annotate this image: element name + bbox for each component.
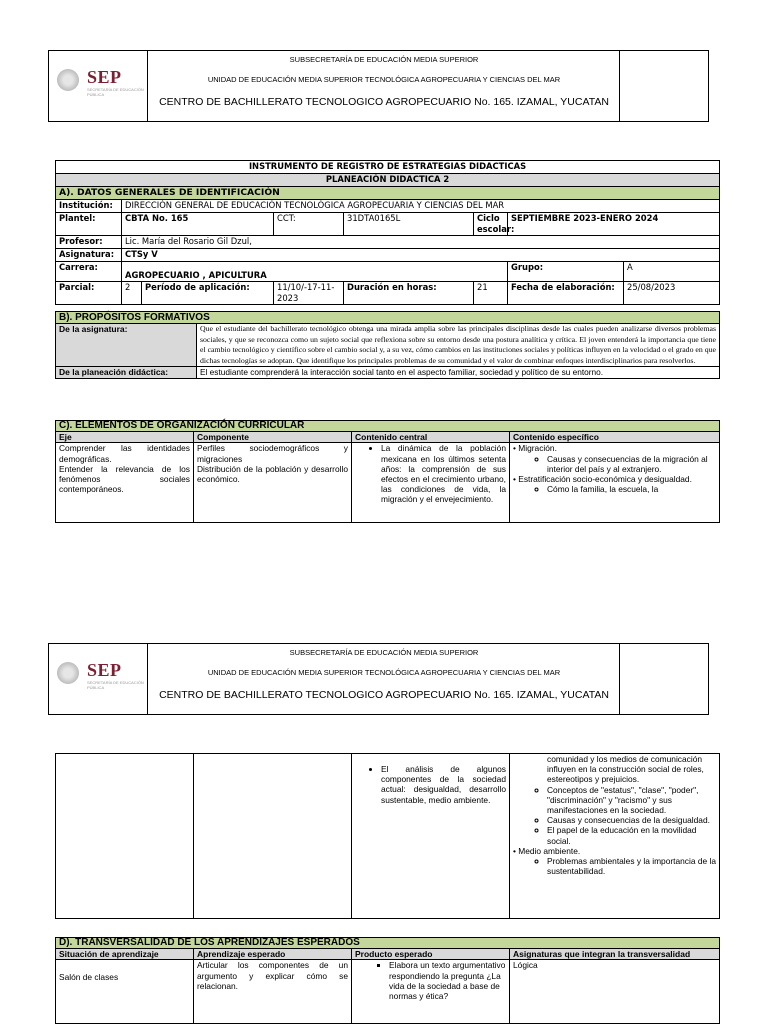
instrument-title: INSTRUMENTO DE REGISTRO DE ESTRATEGIAS DIDACTICAS xyxy=(56,161,720,174)
cct-label: CCT: xyxy=(274,213,344,236)
periodo-label: Período de aplicación: xyxy=(142,282,274,305)
header-line-3: CENTRO DE BACHILLERATO TECNOLOGICO AGROPECUARIO No. 165. IZAMAL, YUCATAN xyxy=(159,689,609,701)
especifico-sub-migracion: ◦ Causas y consecuencias de la migración al interior del país y al extranjero. xyxy=(547,454,716,474)
col-producto: Producto esperado xyxy=(352,949,510,960)
carrera-label: Carrera: xyxy=(56,262,122,282)
section-d-heading: D). TRANSVERSALIDAD DE LOS APRENDIZAJES ESPERADOS xyxy=(56,938,720,949)
section-b-heading: B). PROPÓSITOS FORMATIVOS xyxy=(56,312,720,324)
sep-logo-subtitle: SECRETARÍA DE EDUCACIÓN PÚBLICA xyxy=(87,680,144,690)
transversalidad-table xyxy=(55,937,720,1024)
grupo-value: A xyxy=(624,262,720,282)
sep-logo xyxy=(49,51,148,121)
elementos-continuation-table xyxy=(55,753,720,919)
page-header-1 xyxy=(48,50,709,122)
contenido-central-item-2: • El análisis de algunos componentes de la sociedad actual: desigualdad, desarrollo sustentable, medio ambiente. xyxy=(381,764,506,805)
producto-value: ▪ Elabora un texto argumentativo respondiendo la pregunta ¿La vida de la sociedad a base de normas y ética? xyxy=(389,960,506,1001)
asignatura-purpose-label: De la asignatura: xyxy=(56,324,197,367)
planeacion-purpose-label: De la planeación didáctica: xyxy=(56,367,197,379)
especifico-bullet-estratificacion: • Estratificación socio-económica y desigualdad. xyxy=(513,474,692,485)
institucion-value: DIRECCIÓN GENERAL DE EDUCACIÓN TECNOLÓGICA AGROPECUARIA Y CIENCIAS DEL MAR xyxy=(122,200,720,213)
carrera-value: AGROPECUARIO , APICULTURA xyxy=(122,262,508,282)
sep-logo-text: SEP xyxy=(87,67,122,87)
sep-logo-subtitle: SECRETARÍA DE EDUCACIÓN PÚBLICA xyxy=(87,87,144,97)
sep-logo xyxy=(49,644,148,714)
fecha-value: 25/08/2023 xyxy=(624,282,720,305)
componente-item-2: Distribución de la población y desarrollo económico. xyxy=(197,463,348,485)
col-situacion: Situación de aprendizaje xyxy=(56,949,194,960)
header-line-1: SUBSECRETARÍA DE EDUCACIÓN MEDIA SUPERIOR xyxy=(289,55,479,64)
especifico-bullet-medio-ambiente: • Medio ambiente. xyxy=(513,845,581,856)
ciclo-label: Ciclo escolar: xyxy=(474,213,508,236)
elementos-table xyxy=(55,420,720,523)
header-blank-cell xyxy=(619,51,708,121)
institucion-label: Institución: xyxy=(56,200,122,213)
col-contenido-especifico: Contenido específico xyxy=(510,432,720,443)
col-asignaturas: Asignaturas que integran la transversalidad xyxy=(510,949,720,960)
especifico-sub-familia-cont: comunidad y los medios de comunicación influyen en la construcción social de roles, estereotipos y prejuicios. xyxy=(547,754,704,785)
plantel-value: CBTA No. 165 xyxy=(122,213,274,236)
profesor-value: Lic. María del Rosario Gil Dzul, xyxy=(122,236,720,249)
eje-item-1: Comprender las identidades demográficas. xyxy=(59,443,190,464)
especifico-sub-conceptos: ◦ Conceptos de "estatus", "clase", "poder", "discriminación" y "racismo" y sus manifestaciones en la sociedad. xyxy=(547,785,716,816)
header-blank-cell xyxy=(619,644,708,714)
duracion-label: Duración en horas: xyxy=(344,282,474,305)
especifico-sub-educacion: ◦ El papel de la educación en la movilidad social. xyxy=(547,825,716,845)
aprendizaje-value: Articular los componentes de un argumento y explicar cómo se relacionan. xyxy=(194,960,352,1024)
general-data-table xyxy=(55,160,720,305)
componente-item-1: Perfiles sociodemográficos y migraciones xyxy=(197,443,348,464)
situacion-value: Salón de clases xyxy=(56,960,194,1024)
asignatura-label: Asignatura: xyxy=(56,249,122,262)
parcial-value: 2 xyxy=(122,282,142,305)
page-header-2 xyxy=(48,643,709,715)
especifico-bullet-migracion: • Migración. xyxy=(513,443,557,454)
national-seal-icon xyxy=(57,662,79,684)
especifico-sub-desigualdad: ◦ Causas y consecuencias de la desigualdad. xyxy=(547,815,716,825)
grupo-label: Grupo: xyxy=(508,262,624,282)
col-contenido-central: Contenido central xyxy=(352,432,510,443)
plantel-label: Plantel: xyxy=(56,213,122,236)
section-c-heading: C). ELEMENTOS DE ORGANIZACIÓN CURRICULAR xyxy=(56,421,720,432)
header-line-1: SUBSECRETARÍA DE EDUCACIÓN MEDIA SUPERIOR xyxy=(289,648,479,657)
header-line-2: UNIDAD DE EDUCACIÓN MEDIA SUPERIOR TECNOLÓGICA AGROPECUARIA Y CIENCIAS DEL MAR xyxy=(207,75,561,84)
eje-item-2: Entender la relevancia de los fenómenos sociales contemporáneos. xyxy=(59,463,190,495)
national-seal-icon xyxy=(57,69,79,91)
parcial-label: Parcial: xyxy=(56,282,122,305)
fecha-label: Fecha de elaboración: xyxy=(508,282,624,305)
cct-value: 31DTA0165L xyxy=(344,213,474,236)
sep-logo-text: SEP xyxy=(87,660,122,680)
header-line-3: CENTRO DE BACHILLERATO TECNOLOGICO AGROPECUARIO No. 165. IZAMAL, YUCATAN xyxy=(159,96,609,108)
especifico-sub-familia: ◦ Cómo la familia, la escuela, la xyxy=(547,484,716,494)
profesor-label: Profesor: xyxy=(56,236,122,249)
especifico-sub-ambientales: ◦ Problemas ambientales y la importancia de la sustentabilidad. xyxy=(547,856,716,876)
header-line-2: UNIDAD DE EDUCACIÓN MEDIA SUPERIOR TECNOLÓGICA AGROPECUARIA Y CIENCIAS DEL MAR xyxy=(207,668,561,677)
periodo-value: 11/10/-17-11-2023 xyxy=(274,282,344,305)
propositos-table xyxy=(55,311,720,379)
ciclo-value: SEPTIEMBRE 2023-ENERO 2024 xyxy=(508,213,720,236)
col-eje: Eje xyxy=(56,432,194,443)
section-a-heading: A). DATOS GENERALES DE IDENTIFICACIÓN xyxy=(56,187,720,200)
asignaturas-value: Lógica xyxy=(510,960,720,1024)
componente-empty-cell xyxy=(194,754,352,919)
duracion-value: 21 xyxy=(474,282,508,305)
planning-title: PLANEACIÓN DIDACTICA 2 xyxy=(56,174,720,187)
contenido-central-item: • La dinámica de la población mexicana en los últimos setenta años: la comprensión de sus efectos en el crecimiento urbano, las condiciones de vida, la migración y el envejecimiento. xyxy=(381,443,506,504)
eje-empty-cell xyxy=(56,754,194,919)
planeacion-purpose-text: El estudiante comprenderá la interacción social tanto en el aspecto familiar, sociedad y político de su entorno. xyxy=(197,367,720,379)
asignatura-value: CTSy V xyxy=(122,249,720,262)
asignatura-purpose-text: Que el estudiante del bachillerato tecnológico obtenga una mirada amplia sobre las principales disciplinas desde las cuales pueden analizarse diversos problemas sociales, y que se reconozca como un sujeto social que reflexiona sobre su entorno desde una postura analítica y crítica. El joven entenderá la importancia que tiene el cambio tecnológico y científico sobre el cambio social y, a su vez, cómo cambios en las instituciones sociales y políticas influyen en la velocidad o el grado en que dichas tecnologías se adoptan. Que identifique los principales problemas de su comunidad y el valor de combinar enfoques interdisciplinarios para resolverlos. xyxy=(197,324,720,367)
col-componente: Componente xyxy=(194,432,352,443)
col-aprendizaje: Aprendizaje esperado xyxy=(194,949,352,960)
